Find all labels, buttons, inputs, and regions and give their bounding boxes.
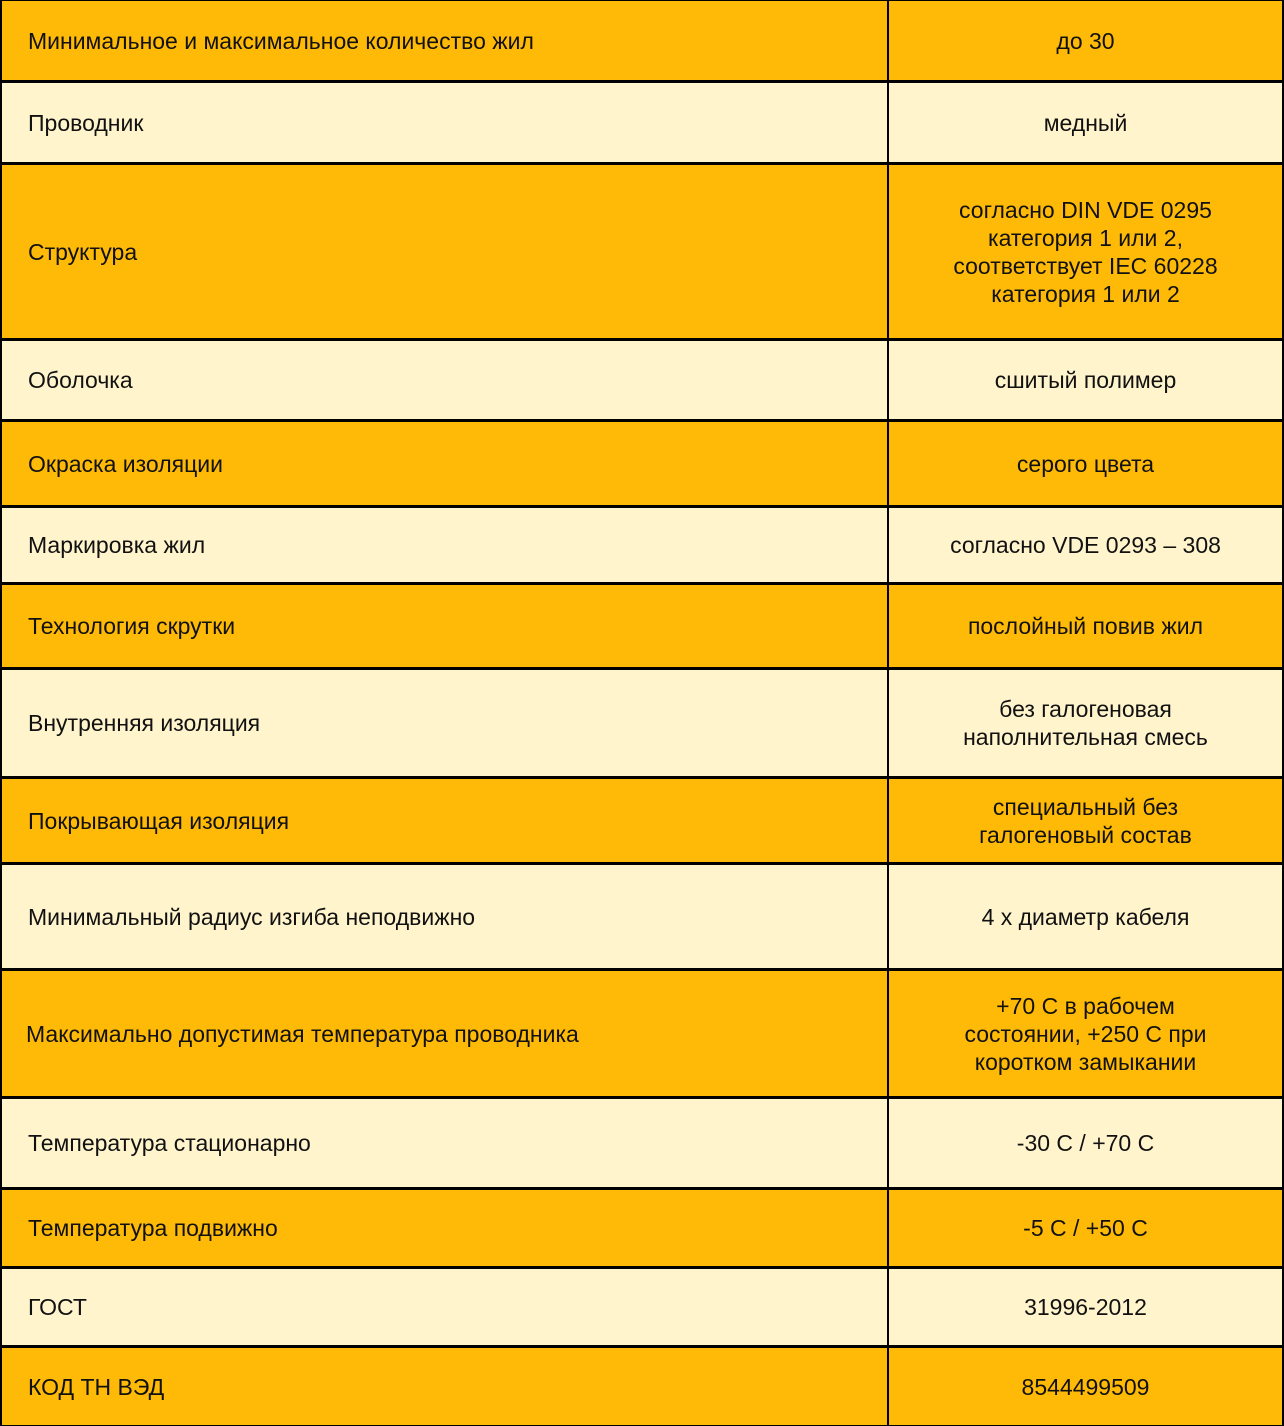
value-line: до 30 — [1056, 27, 1115, 54]
table-row — [1, 778, 1283, 864]
value-line: соответствует IEC 60228 — [953, 252, 1218, 279]
param-cell: Технология скрутки — [1, 584, 888, 669]
value-cell — [888, 1098, 1283, 1189]
value-line: согласно VDE 0293 – 308 — [950, 532, 1221, 558]
value-line: послойный повив жил — [967, 613, 1204, 639]
value-line: категория 1 или 2 — [991, 280, 1180, 307]
table-row — [1, 164, 1283, 340]
value-line: коротком замыкании — [974, 1048, 1197, 1075]
value-cell — [888, 340, 1283, 421]
table-row — [1, 82, 1283, 164]
param-cell: Оболочка — [1, 340, 888, 421]
value-line: -5 С / +50 С — [1023, 1215, 1148, 1241]
param-cell: Минимальный радиус изгиба неподвижно — [1, 864, 888, 970]
value-line: специальный без — [992, 793, 1179, 820]
value-line: сшитый полимер — [994, 367, 1177, 393]
table-row — [1, 1098, 1283, 1189]
value-line: без галогеновая — [999, 696, 1172, 722]
param-cell: Внутренняя изоляция — [1, 669, 888, 778]
value-line: согласно DIN VDE 0295 — [959, 196, 1212, 223]
value-cell — [888, 1, 1283, 82]
param-cell: ГОСТ — [1, 1268, 888, 1347]
param-cell: КОД ТН ВЭД — [1, 1347, 888, 1426]
value-cell — [888, 970, 1283, 1098]
param-cell: Температура стационарно — [1, 1098, 888, 1189]
value-line: -30 С / +70 С — [1016, 1130, 1155, 1156]
param-cell: Окраска изоляции — [1, 421, 888, 507]
value-cell — [888, 164, 1283, 340]
value-line: 31996-2012 — [1024, 1294, 1147, 1320]
value-cell — [888, 507, 1283, 584]
value-cell — [888, 584, 1283, 669]
value-line: 8544499509 — [1021, 1373, 1150, 1400]
value-line: серого цвета — [1016, 450, 1155, 477]
value-line: 4 х диаметр кабеля — [981, 903, 1190, 930]
value-cell — [888, 1189, 1283, 1268]
value-cell — [888, 669, 1283, 778]
table-row — [1, 669, 1283, 778]
value-cell — [888, 82, 1283, 164]
table-row — [1, 970, 1283, 1098]
param-cell: Температура подвижно — [1, 1189, 888, 1268]
param-cell: Маркировка жил — [1, 507, 888, 584]
value-line: категория 1 или 2, — [988, 224, 1183, 251]
param-cell: Структура — [1, 164, 888, 340]
value-line: медный — [1043, 109, 1128, 136]
param-cell: Проводник — [1, 82, 888, 164]
table-row — [1, 1268, 1283, 1347]
table-row — [1, 1347, 1283, 1426]
param-cell: Минимальное и максимальное количество жил — [1, 1, 888, 82]
table-row — [1, 584, 1283, 669]
value-line: +70 С в рабочем — [996, 992, 1175, 1019]
param-cell: Максимально допустимая температура проводника — [1, 970, 888, 1098]
value-line: наполнительная смесь — [963, 724, 1208, 750]
value-cell — [888, 864, 1283, 970]
table-row — [1, 864, 1283, 970]
table-row — [1, 421, 1283, 507]
value-line: галогеновый состав — [979, 821, 1192, 848]
table-row — [1, 507, 1283, 584]
table-row — [1, 340, 1283, 421]
value-cell — [888, 1347, 1283, 1426]
value-cell — [888, 778, 1283, 864]
table-row — [1, 1189, 1283, 1268]
value-cell — [888, 1268, 1283, 1347]
value-cell — [888, 421, 1283, 507]
param-cell: Покрывающая изоляция — [1, 778, 888, 864]
value-line: состоянии, +250 С при — [964, 1020, 1207, 1047]
table-row — [1, 1, 1283, 82]
